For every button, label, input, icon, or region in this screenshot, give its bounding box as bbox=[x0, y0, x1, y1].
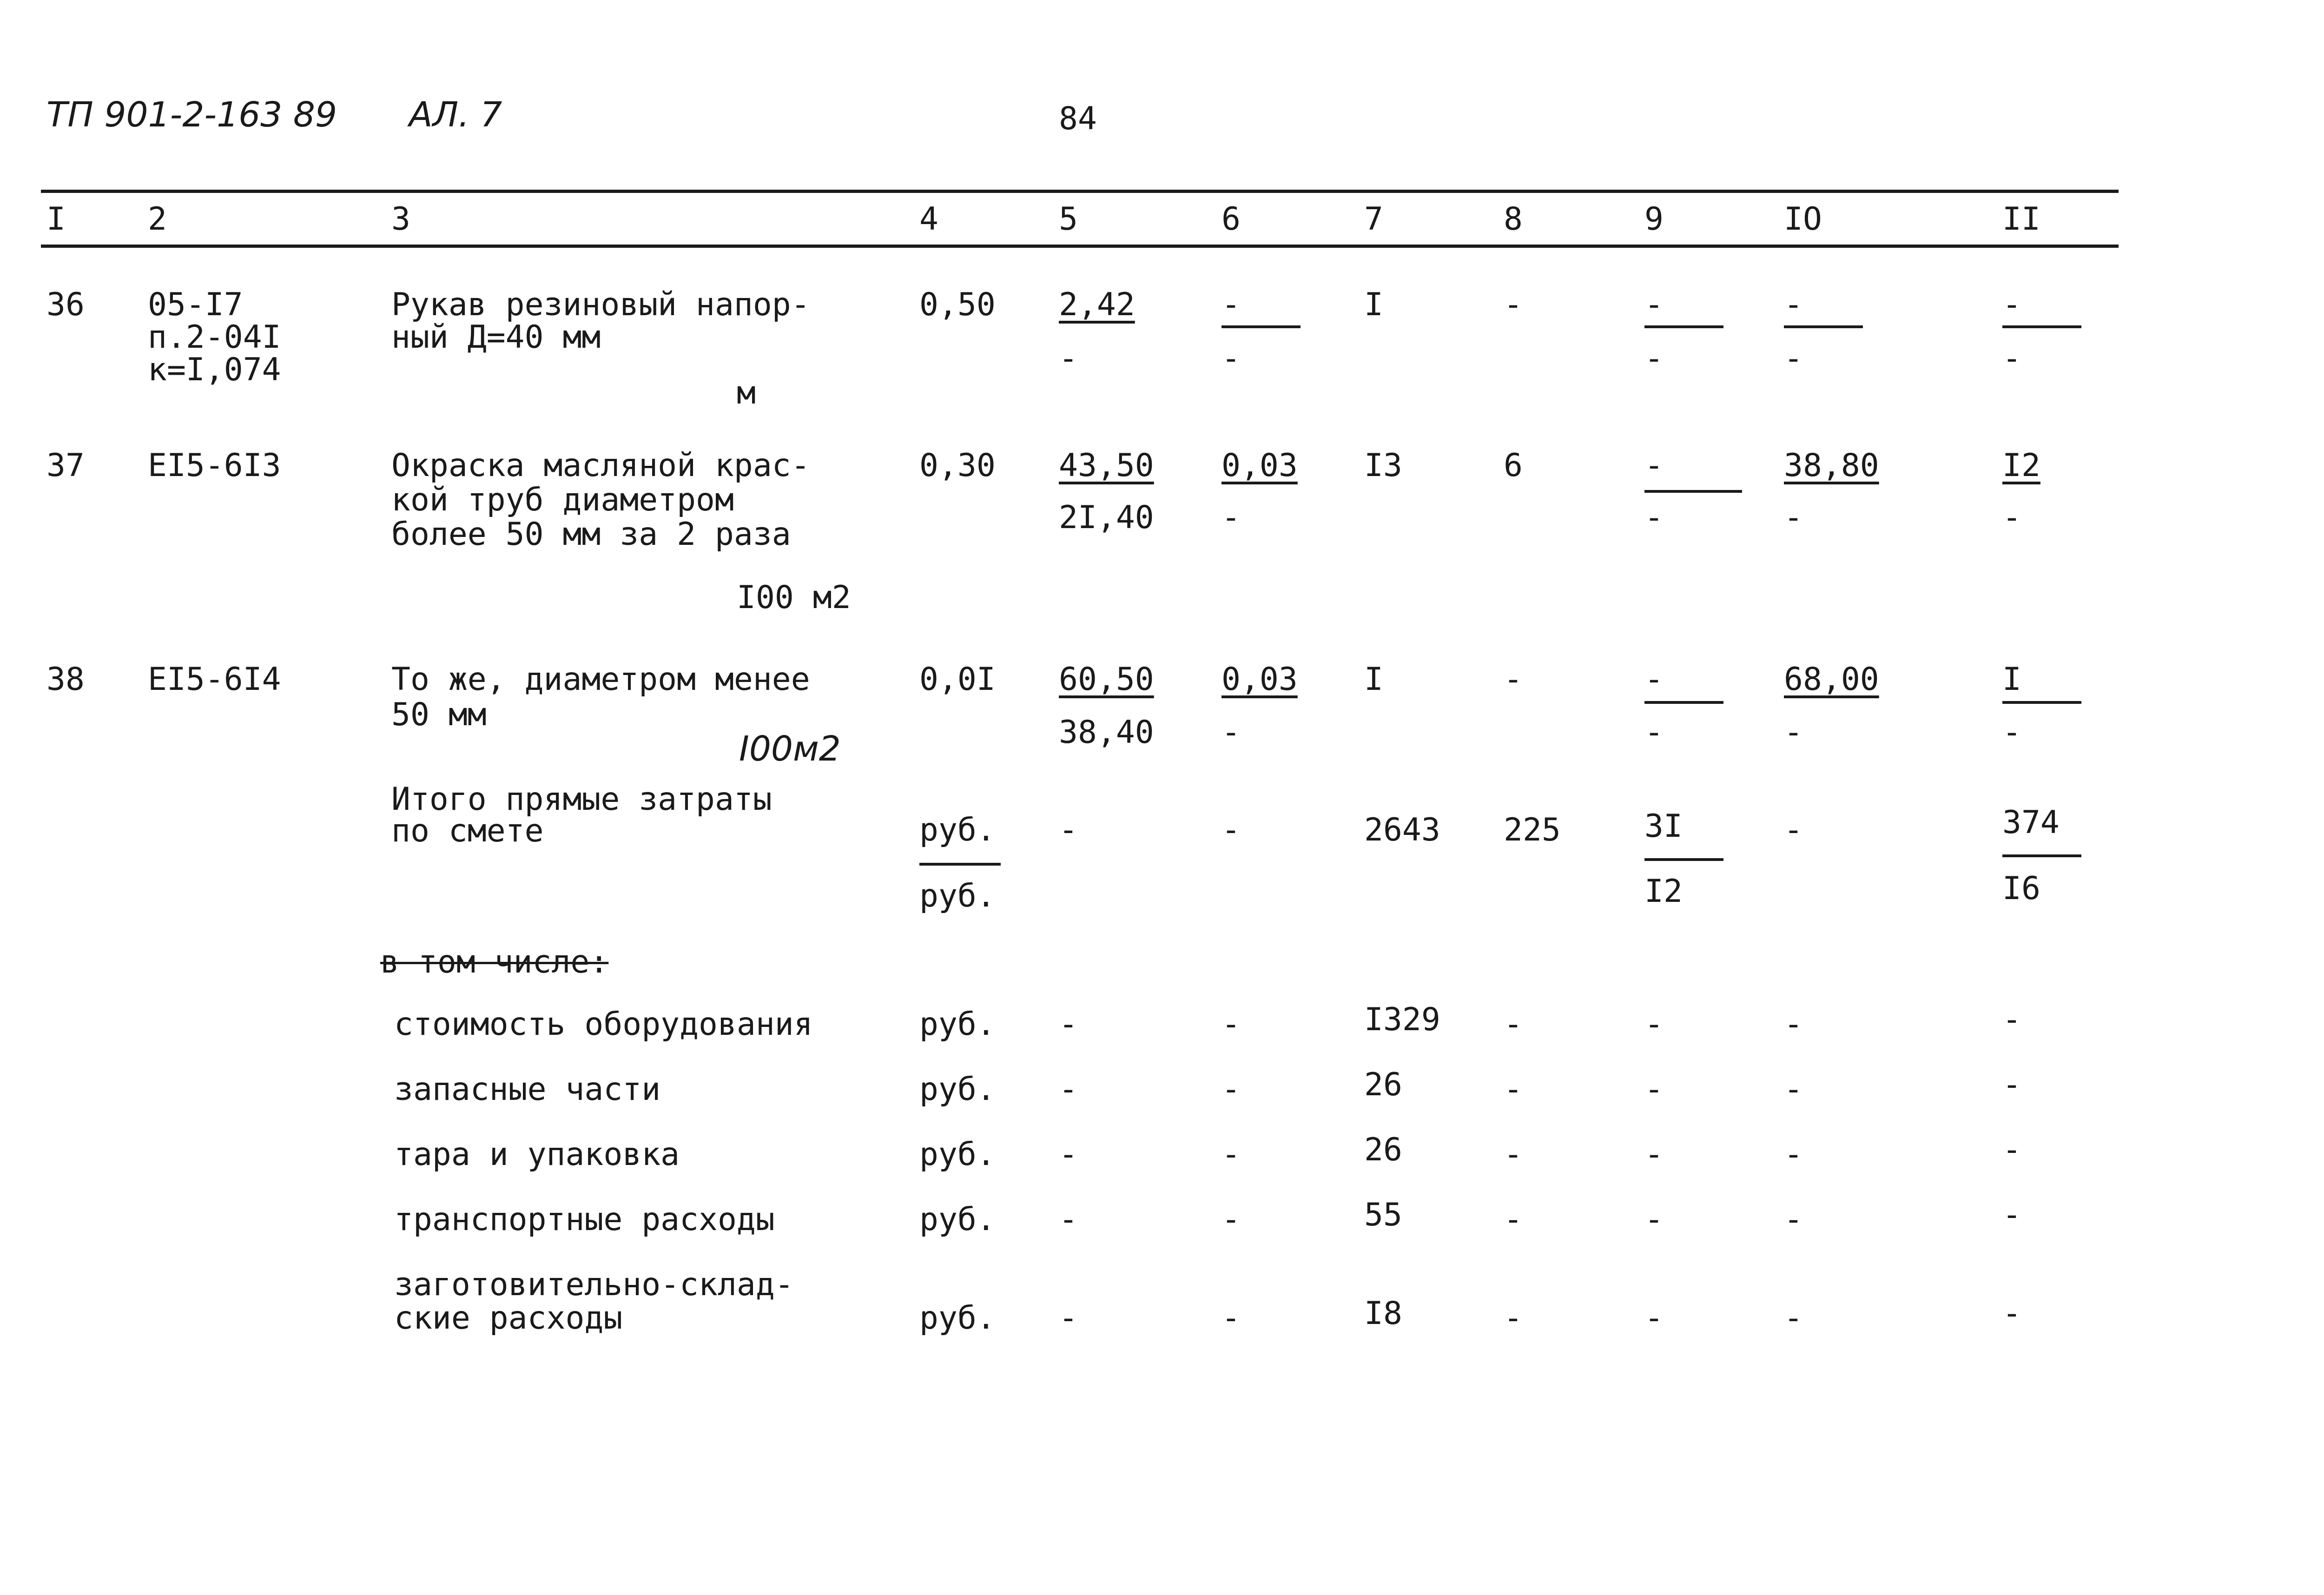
total-col8: 225 bbox=[1504, 812, 1561, 848]
total-col7: 2643 bbox=[1364, 812, 1440, 848]
col6-top: 0,03 bbox=[1221, 661, 1298, 698]
column-header: 9 bbox=[1644, 201, 1664, 238]
col5-bottom: 38,40 bbox=[1059, 714, 1154, 751]
col5-top: 2,42 bbox=[1059, 286, 1135, 323]
breakdown-col7: I8 bbox=[1364, 1295, 1402, 1332]
col5-bottom: - bbox=[1059, 340, 1078, 377]
work-description: Окраска масляной крас- bbox=[391, 447, 810, 484]
work-description: ный Д=40 мм bbox=[391, 319, 601, 356]
col8-value: 6 bbox=[1504, 447, 1523, 484]
column-header: 8 bbox=[1504, 201, 1523, 238]
breakdown-col5: - bbox=[1059, 1201, 1078, 1238]
breakdown-col10: - bbox=[1784, 1136, 1803, 1173]
fraction-bar bbox=[1784, 325, 1863, 328]
col9-bottom: - bbox=[1644, 340, 1664, 377]
breakdown-col5: - bbox=[1059, 1006, 1078, 1043]
column-header: 6 bbox=[1221, 201, 1241, 238]
norm-code: 05-I7 bbox=[148, 286, 243, 323]
col6-top: - bbox=[1221, 286, 1241, 323]
norm-code: п.2-04I bbox=[148, 319, 281, 356]
fraction-bar bbox=[1644, 490, 1742, 493]
quantity: 0,50 bbox=[919, 286, 996, 323]
total-col9-bottom: I2 bbox=[1644, 873, 1683, 910]
col8-value: - bbox=[1504, 661, 1523, 698]
fraction-bar bbox=[2002, 325, 2081, 328]
breakdown-col10: - bbox=[1784, 1300, 1803, 1337]
breakdown-col11: - bbox=[2002, 1295, 2021, 1332]
total-unit-top: руб. bbox=[919, 812, 996, 848]
breakdown-label: запасные части bbox=[394, 1071, 661, 1108]
breakdown-label: тара и упаковка bbox=[394, 1136, 680, 1173]
total-col9-top: 3I bbox=[1644, 808, 1683, 845]
breakdown-label: ские расходы bbox=[394, 1300, 623, 1337]
col8-value: - bbox=[1504, 286, 1523, 323]
col10-bottom: - bbox=[1784, 499, 1803, 536]
col9-top: - bbox=[1644, 286, 1664, 323]
col10-top: 68,00 bbox=[1784, 661, 1879, 698]
col7-value: I3 bbox=[1364, 447, 1402, 484]
column-header: 5 bbox=[1059, 201, 1078, 238]
doc-code: ТП 901-2-163 89 bbox=[46, 95, 337, 135]
col5-top: 60,50 bbox=[1059, 661, 1154, 698]
col10-bottom: - bbox=[1784, 714, 1803, 751]
column-header: IO bbox=[1784, 201, 1822, 238]
fraction-bar bbox=[1644, 701, 1723, 704]
work-description: Рукав резиновый напор- bbox=[391, 286, 810, 323]
col11-bottom: - bbox=[2002, 340, 2021, 377]
col7-value: I bbox=[1364, 661, 1383, 698]
breakdown-col10: - bbox=[1784, 1201, 1803, 1238]
breakdown-col8: - bbox=[1504, 1300, 1523, 1337]
breakdown-col6: - bbox=[1221, 1136, 1241, 1173]
breakdown-col5: - bbox=[1059, 1071, 1078, 1108]
unit-of-measure: I00м2 bbox=[739, 729, 841, 769]
breakdown-label: стоимость оборудования bbox=[394, 1006, 813, 1043]
table-top-rule bbox=[41, 190, 2119, 193]
breakdown-col8: - bbox=[1504, 1071, 1523, 1108]
breakdown-unit: руб. bbox=[919, 1006, 996, 1043]
quantity: 0,0I bbox=[919, 661, 996, 698]
work-description: кой труб диаметром bbox=[391, 482, 734, 518]
total-col5: - bbox=[1059, 812, 1078, 848]
fraction-bar bbox=[1644, 325, 1723, 328]
column-header: I bbox=[46, 201, 66, 238]
including-label: в том числе: bbox=[380, 944, 609, 980]
breakdown-col9: - bbox=[1644, 1006, 1664, 1043]
col11-bottom: - bbox=[2002, 499, 2021, 536]
fraction-bar bbox=[1221, 325, 1301, 328]
col9-bottom: - bbox=[1644, 714, 1664, 751]
page-number: 84 bbox=[1059, 100, 1097, 137]
quantity: 0,30 bbox=[919, 447, 996, 484]
total-col11-bottom: I6 bbox=[2002, 870, 2040, 907]
breakdown-unit: руб. bbox=[919, 1201, 996, 1238]
col9-top: - bbox=[1644, 447, 1664, 484]
total-col6: - bbox=[1221, 812, 1241, 848]
work-description: 50 мм bbox=[391, 696, 487, 733]
unit-of-measure: м bbox=[737, 375, 756, 411]
breakdown-col10: - bbox=[1784, 1006, 1803, 1043]
breakdown-col9: - bbox=[1644, 1071, 1664, 1108]
breakdown-col6: - bbox=[1221, 1006, 1241, 1043]
breakdown-col6: - bbox=[1221, 1071, 1241, 1108]
column-header: II bbox=[2002, 201, 2040, 238]
col6-top: 0,03 bbox=[1221, 447, 1298, 484]
breakdown-col6: - bbox=[1221, 1201, 1241, 1238]
breakdown-col7: 26 bbox=[1364, 1066, 1402, 1103]
norm-code: EI5-6I4 bbox=[148, 661, 281, 698]
total-col11-top: 374 bbox=[2002, 804, 2060, 841]
table-header-rule bbox=[41, 245, 2119, 248]
fraction-bar bbox=[1644, 858, 1723, 861]
breakdown-col5: - bbox=[1059, 1136, 1078, 1173]
total-col10: - bbox=[1784, 812, 1803, 848]
work-description: То же, диаметром менее bbox=[391, 661, 810, 698]
col9-top: - bbox=[1644, 661, 1664, 698]
column-header: 3 bbox=[391, 201, 410, 238]
breakdown-col11: - bbox=[2002, 1001, 2021, 1038]
column-header: 4 bbox=[919, 201, 938, 238]
breakdown-col9: - bbox=[1644, 1201, 1664, 1238]
total-label: по смете bbox=[391, 813, 544, 849]
col5-top: 43,50 bbox=[1059, 447, 1154, 484]
breakdown-col11: - bbox=[2002, 1197, 2021, 1233]
breakdown-label: заготовительно-склад- bbox=[394, 1266, 794, 1303]
col5-bottom: 2I,40 bbox=[1059, 499, 1154, 536]
breakdown-col11: - bbox=[2002, 1132, 2021, 1168]
total-label: Итого прямые затраты bbox=[391, 781, 772, 818]
breakdown-unit: руб. bbox=[919, 1071, 996, 1108]
col7-value: I bbox=[1364, 286, 1383, 323]
fraction-bar bbox=[2002, 854, 2081, 857]
total-unit-bottom: руб. bbox=[919, 878, 996, 914]
breakdown-label: транспортные расходы bbox=[394, 1201, 775, 1238]
col6-bottom: - bbox=[1221, 499, 1241, 536]
breakdown-unit: руб. bbox=[919, 1300, 996, 1337]
col11-top: I bbox=[2002, 661, 2021, 698]
breakdown-col9: - bbox=[1644, 1136, 1664, 1173]
breakdown-unit: руб. bbox=[919, 1136, 996, 1173]
norm-code: к=I,074 bbox=[148, 351, 281, 388]
col9-bottom: - bbox=[1644, 499, 1664, 536]
col11-top: I2 bbox=[2002, 447, 2040, 484]
breakdown-col7: 26 bbox=[1364, 1132, 1402, 1168]
col10-bottom: - bbox=[1784, 340, 1803, 377]
col11-bottom: - bbox=[2002, 714, 2021, 751]
fraction-bar bbox=[2002, 701, 2081, 704]
breakdown-col7: I329 bbox=[1364, 1001, 1440, 1038]
breakdown-col8: - bbox=[1504, 1136, 1523, 1173]
col6-bottom: - bbox=[1221, 714, 1241, 751]
col6-bottom: - bbox=[1221, 340, 1241, 377]
breakdown-col9: - bbox=[1644, 1300, 1664, 1337]
col10-top: - bbox=[1784, 286, 1803, 323]
album-label: АЛ. 7 bbox=[409, 95, 502, 135]
norm-code: EI5-6I3 bbox=[148, 447, 281, 484]
column-header: 7 bbox=[1364, 201, 1383, 238]
col10-top: 38,80 bbox=[1784, 447, 1879, 484]
breakdown-col10: - bbox=[1784, 1071, 1803, 1108]
breakdown-col7: 55 bbox=[1364, 1197, 1402, 1233]
row-number: 38 bbox=[46, 661, 85, 698]
breakdown-col8: - bbox=[1504, 1201, 1523, 1238]
unit-of-measure: I00 м2 bbox=[737, 579, 851, 616]
fraction-bar bbox=[919, 863, 1001, 866]
breakdown-col8: - bbox=[1504, 1006, 1523, 1043]
row-number: 37 bbox=[46, 447, 85, 484]
row-number: 36 bbox=[46, 286, 85, 323]
col11-top: - bbox=[2002, 286, 2021, 323]
work-description: более 50 мм за 2 раза bbox=[391, 516, 791, 553]
breakdown-col6: - bbox=[1221, 1300, 1241, 1337]
column-header: 2 bbox=[148, 201, 167, 238]
breakdown-col5: - bbox=[1059, 1300, 1078, 1337]
breakdown-col11: - bbox=[2002, 1066, 2021, 1103]
